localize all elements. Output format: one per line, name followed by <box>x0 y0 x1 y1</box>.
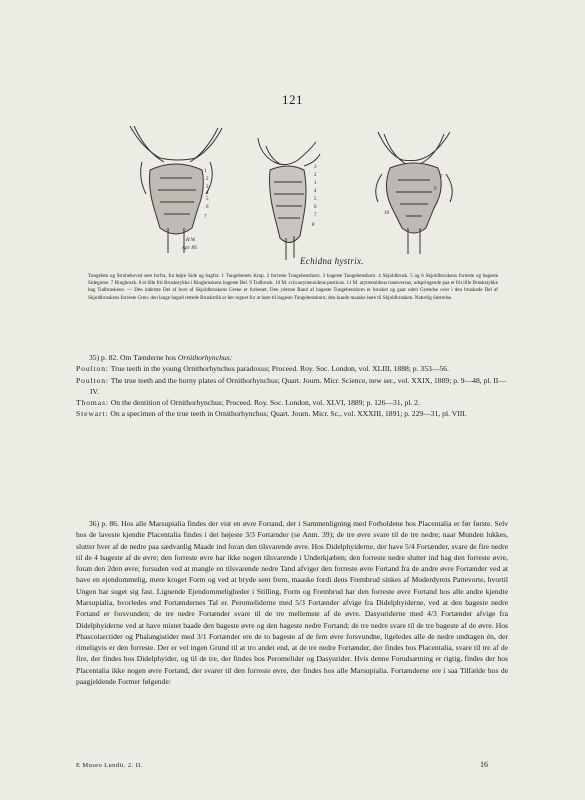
reference-entry <box>76 375 508 398</box>
figure-label: 1 <box>204 169 207 174</box>
reference-text: The true teeth and the horny plates of Ornithorhynchus; Quart. Journ. Micr. Science, new ser., vol. XXIX, 1889; p. 9—48, pl. II—IV. <box>90 375 506 396</box>
note-35-heading-text: 35) p. 82. Om Tænderne hos <box>89 353 176 362</box>
back-view-drawing <box>376 132 453 254</box>
side-view-drawing <box>258 138 320 260</box>
figure-label: 8 <box>312 223 315 228</box>
figure-label: 4 <box>314 189 317 194</box>
side-view-labels <box>312 165 317 228</box>
figure-label: 7 <box>314 213 317 218</box>
reference-text: True teeth in the young Ornithorhynchus paradoxus; Proceed. Roy. Soc. London, vol. XLIII, 1888; p. 353—56. <box>110 364 449 374</box>
reference-author: Poulton: <box>76 364 109 374</box>
anatomical-figure <box>120 118 465 268</box>
figure-label: 7 <box>440 175 443 180</box>
figure-label: 2 <box>314 173 317 178</box>
note-35-heading <box>76 352 508 363</box>
reference-entry <box>76 397 508 408</box>
figure-label: 6 <box>206 205 209 210</box>
figure-label: 3 <box>314 165 317 170</box>
note-35 <box>76 352 508 420</box>
figure-label: 5 <box>206 197 209 202</box>
note-36-paragraph: 36) p. 86. Hos alle Marsupialia findes der vist en øvre Fortand, der i Sammenligning med Forholdene hos Placentalia er før første. Selv hos de laveste kjendte Placentalia findes i det højeste 3/3 Fortænder (se Anm. 39); de tre øvre svare til de tre nedre; naar Munden lukkes, slutter hver af de nedre paa sædvanlig Maade ind foran den tilsvarende øvre. Hos Didelphyiderne, der have 5/4 Fortænder, svare de fire nedre til de 4 bageste af de øvre; den forreste øvre har ikke nogen tilsvarende i Underkjæben; den forreste nedre slutter ind bag den forreste øvre, foran den 2den øvre; forsuden ved at mangle en tilsvarende nedre Tand afviger den forreste øvre Fortand fra de andre øvre Fortænder ved at have en ejendommelig, mere kroget Form og ved at bryde sent frem, maaske fordi dens Frembrud sinkes af Moderdyrets Pattevorte, hvortil Ungen har suget sig fast. Lignende Ejendommeligheder i Stilling, Form og Frembrud har den forreste øvre Fortand hos alle andre kjendte Marsupialia, hvorledes end Fortændernes Tal er. Peromeliderne med 5/3 Fortænder afvige fra Didelphyiderne, ved at den bageste nedre Fortand er forsvunden; de tre nedre Fortænder svare til de tre mellemste af de øvre. Dasyuriderne med 4/3 Fortænder afvige fra Didelphyiderne ved at have mistet baade den bageste øvre og den bageste nedre Fortand; de tre nedre svare til de tre bageste af de øvre. Hos Phascolarctider og Phalangistider med 3/1 Fortænder ere de to bageste af de fem øvre forsvundne, ligeledes alle de nedre undtagen én, der rimeligvis er den forreste. Der er vel ingen Grund til at tro andet end, at de tre nedre Fortænder, der findes hos Placentalia, svare til tre af de fire, der findes hos Didelphyider, og til de tre, der findes hos Peromelider og Dasyurider. Hvis denne Forudsætning er rigtig, findes der hos Placentalia ikke nogen øvre Fortand, der svarer til den forreste øvre, der findes hos alle Marsupialia. Fortænderne ere i saa Tilfælde hos de paagjeldende Former følgende: <box>76 519 508 686</box>
figure-title: Echidna hystrix. <box>300 256 364 266</box>
reference-author: Stewart: <box>76 409 109 419</box>
figure-label: 9 <box>434 187 437 192</box>
figure-label: 6 <box>314 205 317 210</box>
figure-label: 7 <box>204 215 207 220</box>
figure-label: 2 <box>206 177 209 182</box>
reference-entry <box>76 408 508 419</box>
reference-text: On a specimen of the true teeth in Ornithorhynchus; Quart. Journ. Micr. Sc., vol. XXXIII, 1891; p. 229—31, pl. VIII. <box>110 409 467 419</box>
artist-signature: H.W. <box>186 238 196 243</box>
drawing-date: Apr. 89. <box>182 246 198 251</box>
figure-label: 3 <box>206 185 209 190</box>
figure-label: 5 <box>314 197 317 202</box>
page-number: 121 <box>282 92 303 107</box>
figure-label: 10 <box>384 211 389 216</box>
figure-caption: Tungeben og Strubehoved sete forfra, fra højre Side og bagfra. 1 Tungebenets Krop. 2 forreste Tungebenshorn. 3 bageste Tungebenshorn. 4 Skjoldbrusk. 5 og 6 Skjoldbruskens forreste og bageste Sidegrene. 7 Ringbrusk. 8 et lille frit Bruskstykke i Ringbruskens bageste Del. 9 Tudbrusk. 10 M. cricoarytænoideus posticus. 11 M. arytænoideus transversus, udspringende paa et frit lille Bruskstykke bag Tudbruskene. — Den inderste Del af hver af Skjoldbruskens Grene er forbenet. Den yderste Rand af bageste Tungebenshorn er brusket og gaar uden Grændse over i den bruskede Del af Skjoldbruskens forreste Gren; den lange hagud rettede Bruskstilk er her regnet for at høre til bageste Tungebenshorn; den kunde maaske høre til Skjoldbrusken. Naturlig Størrelse. <box>88 273 498 301</box>
signature-mark: 16 <box>480 760 488 769</box>
reference-author: Thomas: <box>76 398 109 408</box>
footer-source: E Museo Lundii. 2. II. <box>76 762 143 769</box>
front-view-labels <box>204 169 209 220</box>
reference-text: On the dentition of Ornithorhynchus; Proceed. Roy. Soc. London, vol. XLVI, 1889; p. 126—31, pl. 2. <box>110 398 420 408</box>
note-35-heading-taxon: Ornithorhynchus: <box>177 353 233 362</box>
echidna-larynx-illustration <box>120 118 465 268</box>
figure-label: 1 <box>314 181 317 186</box>
figure-label: 4 <box>206 191 209 196</box>
note-36 <box>76 518 508 687</box>
reference-entry <box>76 363 508 374</box>
reference-author: Poulton: <box>76 375 109 385</box>
